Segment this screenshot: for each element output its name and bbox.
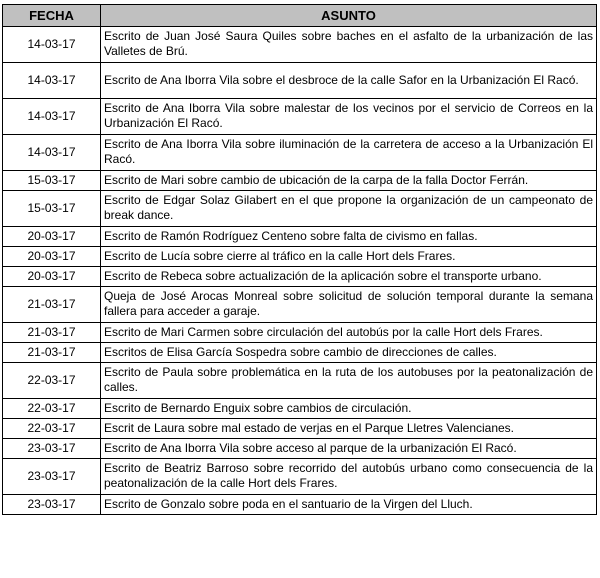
table-row xyxy=(3,99,597,135)
subject-cell: Escrito de Mari sobre cambio de ubicación de la carpa de la falla Doctor Ferrán. xyxy=(101,171,597,191)
table-row xyxy=(3,227,597,247)
subject-cell: Escrito de Ana Iborra Vila sobre malestar de los vecinos por el servicio de Correos en la Urbanización El Racó. xyxy=(101,99,597,135)
subject-cell: Queja de José Arocas Monreal sobre solicitud de solución temporal durante la semana fallera para acceder a garaje. xyxy=(101,287,597,323)
table-row xyxy=(3,399,597,419)
date-cell: 22-03-17 xyxy=(3,399,101,419)
table-row xyxy=(3,419,597,439)
subject-cell: Escrito de Ana Iborra Vila sobre el desbroce de la calle Safor en la Urbanización El Racó. xyxy=(101,63,597,99)
subject-cell: Escrito de Bernardo Enguix sobre cambios de circulación. xyxy=(101,399,597,419)
date-cell: 14-03-17 xyxy=(3,63,101,99)
date-cell: 23-03-17 xyxy=(3,459,101,495)
date-cell: 23-03-17 xyxy=(3,439,101,459)
subject-cell: Escrito de Edgar Solaz Gilabert en el que propone la organización de un campeonato de break dance. xyxy=(101,191,597,227)
table-row xyxy=(3,459,597,495)
date-cell: 14-03-17 xyxy=(3,27,101,63)
table-row xyxy=(3,247,597,267)
date-cell: 22-03-17 xyxy=(3,363,101,399)
date-cell: 21-03-17 xyxy=(3,343,101,363)
date-cell: 21-03-17 xyxy=(3,323,101,343)
date-cell: 20-03-17 xyxy=(3,267,101,287)
date-cell: 22-03-17 xyxy=(3,419,101,439)
table-row xyxy=(3,63,597,99)
header-date: FECHA xyxy=(3,5,101,27)
table-row xyxy=(3,343,597,363)
header-subject: ASUNTO xyxy=(101,5,597,27)
subject-cell: Escrito de Gonzalo sobre poda en el santuario de la Virgen del Lluch. xyxy=(101,495,597,515)
date-cell: 20-03-17 xyxy=(3,247,101,267)
date-cell: 20-03-17 xyxy=(3,227,101,247)
table-row xyxy=(3,323,597,343)
subject-cell: Escritos de Elisa García Sospedra sobre cambio de direcciones de calles. xyxy=(101,343,597,363)
subject-cell: Escrito de Mari Carmen sobre circulación del autobús por la calle Hort dels Frares. xyxy=(101,323,597,343)
date-cell: 15-03-17 xyxy=(3,171,101,191)
date-cell: 21-03-17 xyxy=(3,287,101,323)
table-row xyxy=(3,267,597,287)
subject-cell: Escrito de Ana Iborra Vila sobre iluminación de la carretera de acceso a la Urbanización El Racó. xyxy=(101,135,597,171)
table-row xyxy=(3,495,597,515)
table-row xyxy=(3,171,597,191)
table-row xyxy=(3,135,597,171)
table-row xyxy=(3,191,597,227)
subject-cell: Escrito de Rebeca sobre actualización de la aplicación sobre el transporte urbano. xyxy=(101,267,597,287)
table-row xyxy=(3,439,597,459)
date-cell: 15-03-17 xyxy=(3,191,101,227)
date-cell: 23-03-17 xyxy=(3,495,101,515)
subject-cell: Escrito de Ramón Rodríguez Centeno sobre falta de civismo en fallas. xyxy=(101,227,597,247)
header-row xyxy=(3,5,597,27)
subject-cell: Escrito de Beatriz Barroso sobre recorrido del autobús urbano como consecuencia de la peatonalización de la calle Hort dels Frares. xyxy=(101,459,597,495)
subject-cell: Escrito de Juan José Saura Quiles sobre baches en el asfalto de la urbanización de las Valletes de Brú. xyxy=(101,27,597,63)
subject-cell: Escrito de Ana Iborra Vila sobre acceso al parque de la urbanización El Racó. xyxy=(101,439,597,459)
table-row xyxy=(3,27,597,63)
date-cell: 14-03-17 xyxy=(3,135,101,171)
subject-cell: Escrito de Paula sobre problemática en la ruta de los autobuses por la peatonalización de calles. xyxy=(101,363,597,399)
table-row xyxy=(3,363,597,399)
date-cell: 14-03-17 xyxy=(3,99,101,135)
subject-cell: Escrito de Lucía sobre cierre al tráfico en la calle Hort dels Frares. xyxy=(101,247,597,267)
subject-cell: Escrit de Laura sobre mal estado de verjas en el Parque Lletres Valencianes. xyxy=(101,419,597,439)
table-row xyxy=(3,287,597,323)
correspondence-table xyxy=(2,4,597,515)
